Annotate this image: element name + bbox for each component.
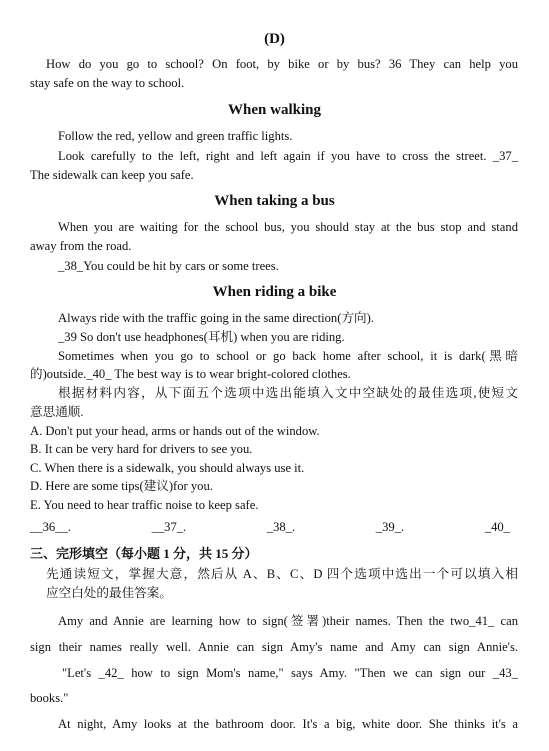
paragraph-line: When you are waiting for the school bus, you should stay at the bus stop and stand [58, 220, 518, 234]
paragraph-line: Look carefully to the left, right and left again if you have to cross the street. _37_ [58, 149, 518, 163]
option-d: D. Here are some tips(建议)for you. [30, 479, 213, 493]
paragraph-line: stay safe on the way to school. [30, 76, 185, 90]
passage-line: At night, Amy looks at the bathroom door. It's a big, white door. She thinks it's a [58, 717, 518, 731]
option-e: E. You need to hear traffic noise to keep safe. [30, 498, 259, 512]
heading-walking: When walking [228, 102, 321, 118]
answer-blank: _38_. [266, 520, 296, 534]
answer-blank: __37_. [151, 520, 187, 534]
answer-blank: _40_ [484, 520, 510, 534]
paragraph-line: The sidewalk can keep you safe. [30, 168, 194, 182]
section-three-title: 三、完形填空（每小题 1 分，共 15 分） [30, 546, 258, 561]
paragraph-line: _38_You could be hit by cars or some trees. [58, 259, 279, 273]
paragraph-line: _39 So don't use headphones(耳机) when you are riding. [58, 330, 345, 344]
passage-line: sign their names really well. Annie can sign Amy's name and Amy can sign Annie's. [30, 640, 518, 654]
paragraph-line: Sometimes when you go to school or go back home after school, it is dark(黑暗 [58, 349, 518, 363]
section-label: (D) [264, 31, 285, 47]
paragraph-line: Follow the red, yellow and green traffic lights. [58, 129, 293, 143]
passage-line: "Let's _42_ how to sign Mom's name," says Amy. "Then we can sign our _43_ [62, 666, 518, 680]
section-three-instruction: 应空白处的最佳答案。 [46, 586, 172, 600]
instruction-line: 意思通顺. [30, 405, 84, 419]
option-b: B. It can be very hard for drivers to see you. [30, 442, 253, 456]
paragraph-line: Always ride with the traffic going in the same direction(方向). [58, 311, 374, 325]
paragraph-line: away from the road. [30, 239, 132, 253]
answer-blank: __36__. [30, 520, 71, 534]
passage-line: books." [30, 691, 69, 705]
heading-bike: When riding a bike [212, 284, 337, 300]
paragraph-line: How do you go to school? On foot, by bike or by bus? 36 They can help you [46, 57, 518, 71]
instruction-line: 根据材料内容，从下面五个选项中选出能填入文中空缺处的最佳选项,使短文 [58, 386, 518, 400]
option-a: A. Don't put your head, arms or hands out of the window. [30, 424, 320, 438]
answer-blank: _39_. [375, 520, 405, 534]
paragraph-line: 的)outside._40_ The best way is to wear bright-colored clothes. [30, 367, 351, 381]
heading-bus: When taking a bus [214, 193, 335, 209]
answer-blanks [30, 520, 510, 535]
section-three-instruction: 先通读短文，掌握大意，然后从 A、B、C、D 四个选项中选出一个可以填入相 [46, 567, 518, 581]
passage-line: Amy and Annie are learning how to sign(签署)their names. Then the two_41_ can [58, 614, 518, 628]
option-c: C. When there is a sidewalk, you should always use it. [30, 461, 305, 475]
